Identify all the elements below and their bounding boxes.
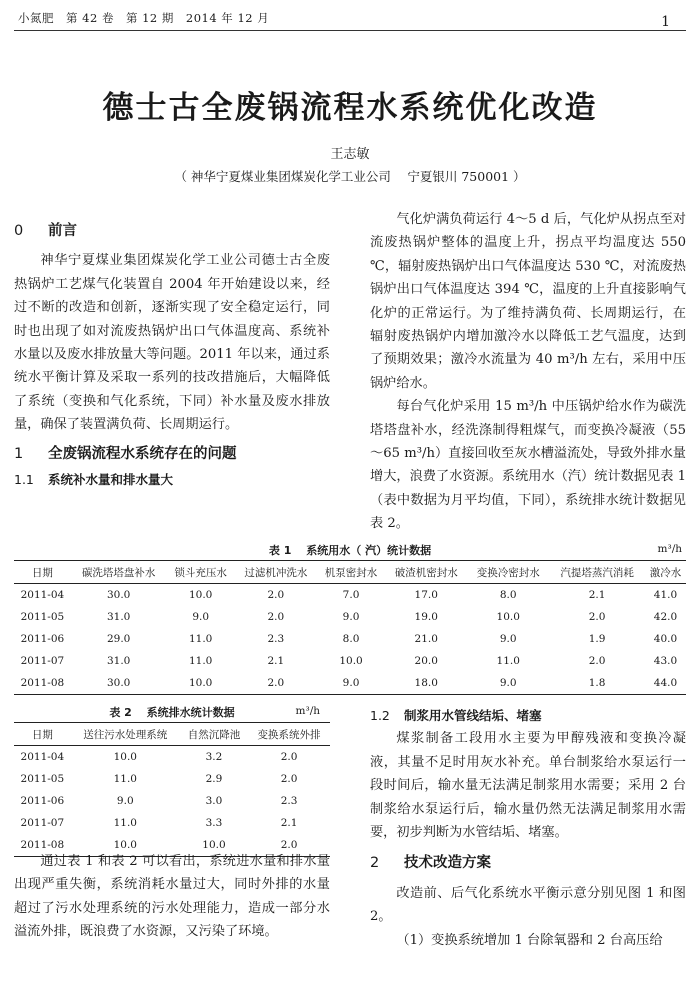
column-header: 日期 bbox=[31, 566, 53, 579]
column-header: 破渣机密封水 bbox=[394, 566, 458, 579]
table-cell: 30.0 bbox=[106, 677, 131, 689]
table-cell: 10.0 bbox=[202, 839, 226, 851]
table-1 bbox=[14, 540, 686, 695]
table-cell: 3.0 bbox=[205, 795, 223, 807]
table-cell: 18.0 bbox=[414, 677, 438, 689]
table-cell: 42.0 bbox=[653, 611, 678, 623]
table-cell: 11.0 bbox=[188, 655, 213, 667]
table-cell: 10.0 bbox=[113, 839, 137, 851]
table-cell: 10.0 bbox=[188, 589, 213, 601]
table-cell: 10.0 bbox=[496, 611, 520, 623]
section-1-heading bbox=[14, 443, 330, 466]
table-2 bbox=[14, 702, 330, 857]
table-cell: 2.0 bbox=[280, 751, 298, 763]
section-number: 0 bbox=[14, 223, 24, 239]
section-title: 前言 bbox=[48, 223, 77, 239]
table-cell: 7.0 bbox=[342, 589, 360, 601]
table-cell: 2011-08 bbox=[20, 839, 65, 851]
table-cell: 11.0 bbox=[113, 773, 137, 785]
section-number: 1.1 bbox=[14, 472, 34, 488]
section-title: 全废锅流程水系统存在的问题 bbox=[48, 445, 237, 462]
column-header: 过滤机冲洗水 bbox=[244, 566, 308, 579]
section-1-2-heading bbox=[370, 704, 686, 727]
table-header-row bbox=[14, 561, 686, 584]
table-cell: 2.0 bbox=[588, 611, 606, 623]
column-header: 机泵密封水 bbox=[324, 566, 378, 579]
table-cell: 19.0 bbox=[414, 611, 438, 623]
table-cell: 9.0 bbox=[192, 611, 210, 623]
table-cell: 10.0 bbox=[339, 655, 363, 667]
table-cell: 2011-07 bbox=[20, 817, 65, 829]
table-cell: 2.1 bbox=[588, 589, 606, 601]
section-title: 制浆用水管线结垢、堵塞 bbox=[404, 708, 542, 723]
column-header: 汽提塔蒸汽消耗 bbox=[560, 566, 634, 579]
table-cell: 2.0 bbox=[267, 611, 285, 623]
section-number: 1 bbox=[14, 445, 24, 462]
table-cell: 9.0 bbox=[342, 611, 360, 623]
paragraph: 煤浆制备工段用水主要为甲醇残液和变换冷凝液，其量不足时用灰水补充。单台制浆给水泵运行一段时间后，输水量无法满足制浆用水需要；采用 2 台制浆给水泵运行后，输水量仍然无法满足制浆用水需要，初步判断为水管结垢、堵塞。 bbox=[370, 731, 686, 841]
table-cell: 9.0 bbox=[116, 795, 134, 807]
table-cell: 2011-06 bbox=[20, 633, 65, 645]
table-cell: 2011-04 bbox=[20, 589, 65, 601]
table-cell: 31.0 bbox=[106, 655, 131, 667]
table-1-caption: 表 1 系统用水（ 汽）统计数据 bbox=[268, 544, 432, 557]
table-cell: 2.0 bbox=[267, 589, 285, 601]
section-number: 1.2 bbox=[370, 708, 390, 723]
table-2-grid bbox=[14, 722, 330, 857]
table-cell: 9.0 bbox=[342, 677, 360, 689]
table-cell: 2011-05 bbox=[20, 773, 65, 785]
table-2-caption: 表 2 系统排水统计数据 bbox=[109, 706, 235, 719]
column-header: 变换系统外排 bbox=[257, 728, 321, 741]
table-cell: 2011-07 bbox=[20, 655, 65, 667]
header-rule bbox=[14, 30, 686, 31]
table-row bbox=[14, 768, 330, 790]
column-header: 碳洗塔塔盘补水 bbox=[81, 566, 156, 579]
affiliation: （ 神华宁夏煤业集团煤炭化学工业公司 宁夏银川 750001 ） bbox=[174, 169, 526, 184]
table-row bbox=[14, 790, 330, 812]
table-row bbox=[14, 672, 686, 695]
table-cell: 2.1 bbox=[267, 655, 285, 667]
table-cell: 2.0 bbox=[280, 839, 298, 851]
author: 王志敏 bbox=[330, 147, 370, 162]
paragraph: （1）变换系统增加 1 台除氧器和 2 台高压给 bbox=[396, 932, 663, 948]
table-1-grid bbox=[14, 560, 686, 695]
table-cell: 2011-05 bbox=[20, 611, 65, 623]
table-cell: 17.0 bbox=[414, 589, 438, 601]
table-cell: 1.9 bbox=[588, 633, 606, 645]
section-title: 系统补水量和排水量大 bbox=[48, 472, 174, 488]
table-cell: 2.3 bbox=[267, 633, 285, 645]
table-cell: 11.0 bbox=[113, 817, 137, 829]
table-cell: 21.0 bbox=[414, 633, 438, 645]
left-column-top bbox=[14, 220, 330, 491]
section-0-heading bbox=[14, 220, 330, 243]
running-header: 小氮肥 第 42 卷 第 12 期 2014 年 12 月 bbox=[18, 11, 270, 25]
table-cell: 11.0 bbox=[188, 633, 213, 645]
table-cell: 11.0 bbox=[496, 655, 520, 667]
table-cell: 2.1 bbox=[280, 817, 298, 829]
table-cell: 40.0 bbox=[653, 633, 678, 645]
section-number: 2 bbox=[370, 855, 380, 872]
column-header: 自然沉降池 bbox=[187, 728, 241, 741]
right-column-bottom bbox=[370, 704, 686, 952]
table-cell: 20.0 bbox=[414, 655, 438, 667]
table-cell: 43.0 bbox=[653, 655, 678, 667]
column-header: 激冷水 bbox=[649, 566, 682, 579]
table-cell: 2.3 bbox=[280, 795, 298, 807]
table-row bbox=[14, 584, 686, 607]
section-2-heading bbox=[370, 852, 686, 875]
table-cell: 2.9 bbox=[205, 773, 223, 785]
table-cell: 41.0 bbox=[653, 589, 678, 601]
table-cell: 31.0 bbox=[106, 611, 131, 623]
table-cell: 2011-06 bbox=[20, 795, 65, 807]
table-cell: 10.0 bbox=[188, 677, 213, 689]
column-header: 送往污水处理系统 bbox=[83, 728, 168, 741]
column-header: 变换冷密封水 bbox=[476, 566, 540, 579]
column-header: 日期 bbox=[31, 728, 53, 741]
table-cell: 8.0 bbox=[499, 589, 517, 601]
table-cell: 3.3 bbox=[205, 817, 223, 829]
paragraph: 改造前、后气化系统水平衡示意分别见图 1 和图 2。 bbox=[370, 885, 686, 925]
table-cell: 30.0 bbox=[106, 589, 131, 601]
column-header: 锁斗充压水 bbox=[174, 566, 227, 579]
page-number: 1 bbox=[661, 14, 670, 30]
table-row bbox=[14, 606, 686, 628]
table-cell: 2.0 bbox=[267, 677, 285, 689]
table-header-row bbox=[14, 723, 330, 746]
paper-title: 德士古全废锅流程水系统优化改造 bbox=[102, 90, 598, 126]
table-cell: 2011-04 bbox=[20, 751, 65, 763]
paragraph: 通过表 1 和表 2 可以看出，系统进水量和排水量出现严重失衡，系统消耗水量过大，同时外排的水量超过了污水处理系统的污水处理能力，造成一部分水溢流外排，既浪费了水资源，又污染了环境。 bbox=[14, 854, 330, 940]
right-column-top bbox=[370, 208, 686, 536]
table-cell: 1.8 bbox=[588, 677, 606, 689]
table-2-unit: m³/h bbox=[295, 705, 320, 717]
table-1-unit: m³/h bbox=[657, 543, 682, 555]
table-cell: 2011-08 bbox=[20, 677, 65, 689]
paragraph: 每台气化炉采用 15 m³/h 中压锅炉给水作为碳洗塔塔盘补水，经洗涤制得粗煤气，而变换冷凝液（55～65 m³/h）直接回收至灰水槽溢流处，导致外排水量增大，浪费了水资源。系统用水（汽）统计数据见表 1（表中数据为月平均值，下同），系统排水统计数据见表 2。 bbox=[370, 399, 686, 532]
section-title: 技术改造方案 bbox=[404, 855, 491, 872]
table-cell: 2.0 bbox=[588, 655, 606, 667]
table-cell: 44.0 bbox=[653, 677, 678, 689]
table-row bbox=[14, 650, 686, 672]
table-row bbox=[14, 628, 686, 650]
table-cell: 9.0 bbox=[499, 633, 517, 645]
left-column-bottom bbox=[14, 850, 330, 944]
table-cell: 3.2 bbox=[205, 751, 223, 763]
table-cell: 2.0 bbox=[280, 773, 298, 785]
table-row bbox=[14, 812, 330, 834]
section-1-1-heading bbox=[14, 468, 330, 491]
table-cell: 8.0 bbox=[342, 633, 360, 645]
table-row bbox=[14, 746, 330, 769]
table-cell: 9.0 bbox=[499, 677, 517, 689]
paragraph: 气化炉满负荷运行 4～5 d 后，气化炉从拐点至对流废热锅炉整体的温度上升，拐点平均温度达 550 ℃，辐射废热锅炉出口气体温度达 530 ℃，对流废热锅炉出口气体温度达 394 ℃，温度的上升直接影响气化炉的正常运行。为了维持满负荷、长周期运行，在辐射废热锅炉内增加激冷水以降低工艺气温度，达到了预期效果；激冷水流量为 40 m³/h 左右，采用中压锅炉给水。 bbox=[370, 212, 686, 391]
table-cell: 10.0 bbox=[113, 751, 137, 763]
table-cell: 29.0 bbox=[106, 633, 131, 645]
paragraph: 神华宁夏煤业集团煤炭化学工业公司德士古全废热锅炉工艺煤气化装置自 2004 年开始建设以来，经过不断的改造和创新，逐渐实现了安全稳定运行，同时也出现了如对流废热锅炉出口气体温度高、系统补水量以及废水排放量大等问题。2011 年以来，通过系统水平衡计算及采取一系列的技改措施后，大幅降低了系统（变换和气化系统，下同）补水量及废水排放量，确保了装置满负荷、长周期运行。 bbox=[14, 253, 330, 433]
